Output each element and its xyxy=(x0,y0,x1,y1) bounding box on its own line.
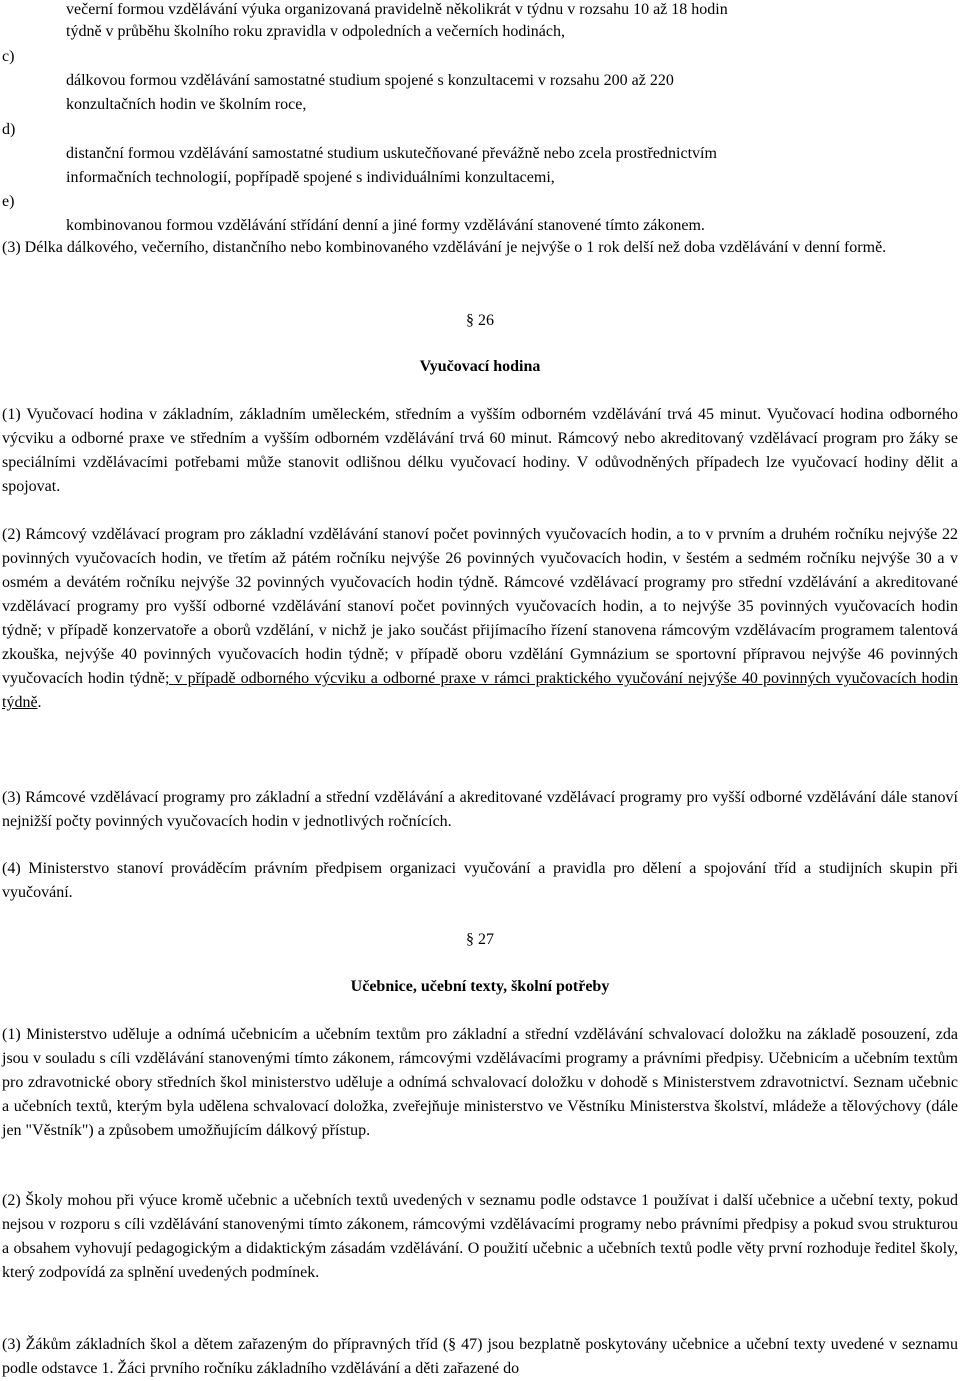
list-item-b-line1: večerní formou vzdělávání výuka organizovaná pravidelně několikrát v týdnu v rozsahu 10 až 18 hodin xyxy=(66,1,728,18)
section-27-title: Učebnice, učební texty, školní potřeby xyxy=(350,978,610,995)
paragraph-26-4: (4) Ministerstvo stanoví prováděcím právním předpisem organizaci vyučování a pravidla pro dělení a spojování tříd a studijních skupin při vyučování. xyxy=(2,860,958,901)
list-item-b-line2: týdně v průběhu školního roku zpravidla v odpoledních a večerních hodinách, xyxy=(66,23,565,40)
list-item-d-line1: distanční formou vzdělávání samostatné studium uskutečňované převážně nebo zcela prostřednictvím xyxy=(66,145,717,162)
paragraph-26-2-main: (2) Rámcový vzdělávací program pro základní vzdělávání stanoví počet povinných vyučovacích hodin, a to v prvním a druhém ročníku nejvýše 22 povinných vyučovacích hodin, ve třetím až pátém ročníku nejvýše 26 povinných vyučovacích hodin, v šestém a sedmém ročníku nejvýše 30 a v osmém a devátém ročníku nejvýše 32 povinných vyučovacích hodin týdně. Rámcové vzdělávací programy pro střední vzdělávání a akreditované vzdělávací programy pro vyšší odborné vzdělávání stanoví počet povinných vyučovacích hodin, a to nejvýše 35 povinných vyučovacích hodin týdně; v případě konzervatoře a oborů vzdělání, v nichž je jako součást přijímacího řízení stanovena rámcovým vzdělávacím programem talentová zkouška, nejvýše 40 povinných vyučovacích hodin týdně; v případě oboru vzdělání Gymnázium se sportovní přípravou nejvýše 46 povinných vyučovacích hodin týdně xyxy=(2,526,958,687)
list-marker-e: e) xyxy=(2,193,15,210)
paragraph-26-1: (1) Vyučovací hodina v základním, základním uměleckém, středním a vyšším odborném vzdělávání trvá 45 minut. Vyučovací hodina odborného výcviku a odborné praxe ve středním a vyšším odborném vzdělávání trvá 60 minut. Rámcový nebo akreditovaný vzdělávací program pro žáky se speciálními vzdělávacími potřebami může stanovit odlišnou délku vyučovací hodiny. V odůvodněných případech lze vyučovací hodiny dělit a spojovat. xyxy=(2,406,958,495)
paragraph-26-2 xyxy=(2,523,958,715)
paragraph-27-3: (3) Žákům základních škol a dětem zařazeným do přípravných tříd (§ 47) jsou bezplatně poskytovány učebnice a učební texty uvedené v seznamu podle odstavce 1. Žáci prvního ročníku základního vzdělávání a děti zařazené do xyxy=(2,1336,958,1377)
paragraph-26-3: (3) Rámcové vzdělávací programy pro základní a střední vzdělávání a akreditované vzdělávací programy pro vyšší odborné vzdělávání dále stanoví nejnižší počty povinných vyučovacích hodin v jednotlivých ročnících. xyxy=(2,789,958,830)
paragraph-27-2: (2) Školy mohou při výuce kromě učebnic a učebních textů uvedených v seznamu podle odstavce 1 používat i další učebnice a učební texty, pokud nejsou v rozporu s cíli vzdělávání stanovenými tímto zákonem, rámcovými vzdělávacími programy nebo právními předpisy a pokud svou strukturou a obsahem vyhovují pedagogickým a didaktickým zásadám vzdělávání. O použití učebnic a učebních textů podle věty první rozhoduje ředitel školy, který zodpovídá za splnění uvedených podmínek. xyxy=(2,1192,958,1281)
list-marker-c: c) xyxy=(2,48,15,65)
list-item-c-line2: konzultačních hodin ve školním roce, xyxy=(66,96,307,113)
list-item-e-line1: kombinovanou formou vzdělávání střídání denní a jiné formy vzdělávání stanovené tímto zákonem. xyxy=(66,217,705,234)
section-26-number: § 26 xyxy=(466,312,494,329)
section-27-number: § 27 xyxy=(466,931,494,948)
list-item-c-line1: dálkovou formou vzdělávání samostatné studium spojené s konzultacemi v rozsahu 200 až 220 xyxy=(66,72,674,89)
paragraph-25-3: (3) Délka dálkového, večerního, distančního nebo kombinovaného vzdělávání je nejvýše o 1 rok delší než doba vzdělávání v denní formě. xyxy=(2,239,887,256)
section-26-title: Vyučovací hodina xyxy=(419,358,541,375)
paragraph-26-2-amendment: ; v případě odborného výcviku a odborné praxe v rámci praktického vyučování nejvýše 40 povinných vyučovacích hodin týdně xyxy=(2,670,958,711)
paragraph-26-2-end: . xyxy=(37,694,42,711)
list-item-d-line2: informačních technologií, popřípadě spojené s individuálními konzultacemi, xyxy=(66,169,555,186)
paragraph-27-1: (1) Ministerstvo uděluje a odnímá učebnicím a učebním textům pro základní a střední vzdělávání schvalovací doložku na základě posouzení, zda jsou v souladu s cíli vzdělávání stanovenými tímto zákonem, rámcovými vzdělávacími programy a právními předpisy. Učebnicím a učebním textům pro zdravotnické obory středních škol ministerstvo uděluje a odnímá schvalovací doložku v dohodě s Ministerstvem zdravotnictví. Seznam učebnic a učebních textů, kterým byla udělena schvalovací doložka, zveřejňuje ministerstvo ve Věstníku Ministerstva školství, mládeže a tělovýchovy (dále jen "Věstník") a způsobem umožňujícím dálkový přístup. xyxy=(2,1026,958,1139)
list-marker-d: d) xyxy=(2,121,16,138)
